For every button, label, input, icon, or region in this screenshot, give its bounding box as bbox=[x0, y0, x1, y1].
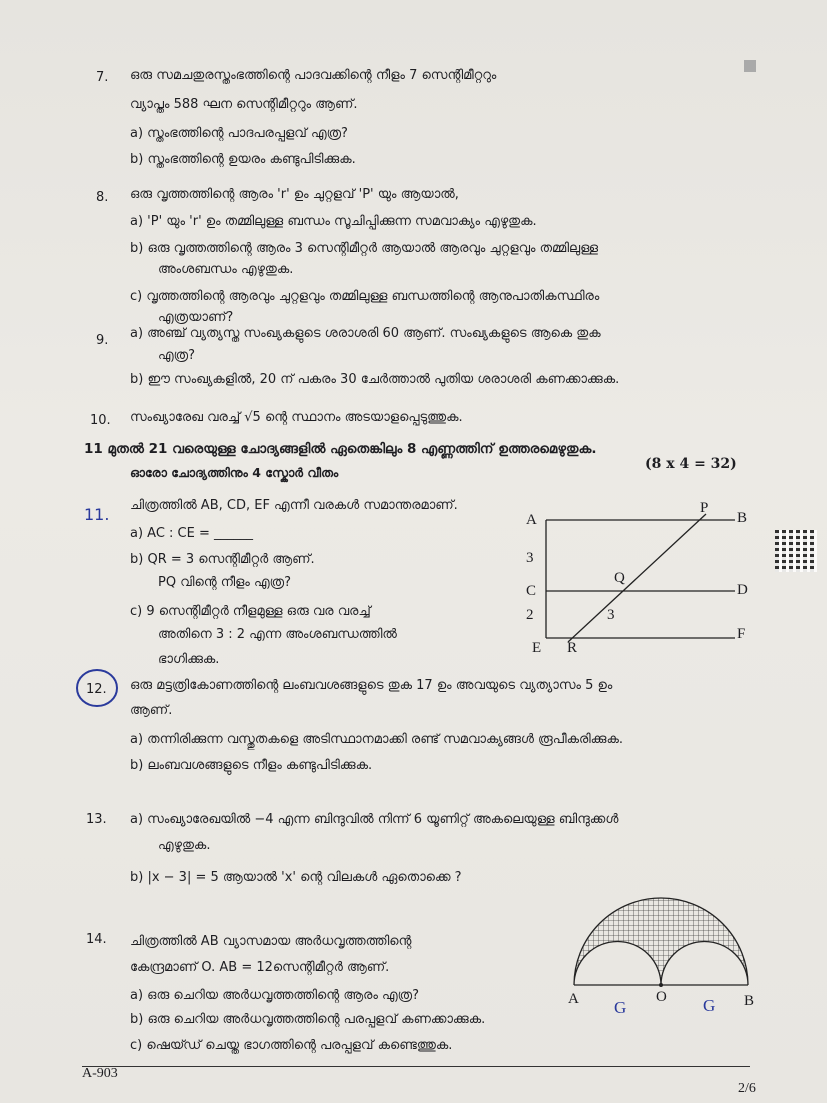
section-marks: (8 x 4 = 32) bbox=[645, 456, 737, 472]
q9-b: b) ഈ സംഖ്യകളിൽ, 20 ന് പകരം 30 ചേർത്താൽ പുതിയ ശരാശരി കണക്കാക്കുക. bbox=[130, 372, 620, 387]
q9-a1: a) അഞ്ച് വ്യത്യസ്ത സംഖ്യകളുടെ ശരാശരി 60 ആണ്. സംഖ്യകളുടെ ആകെ തുക bbox=[130, 326, 601, 341]
q11-b2: PQ വിന്റെ നീളം എത്ര? bbox=[158, 575, 291, 590]
q11-b1: b) QR = 3 സെന്റിമീറ്റർ ആണ്. bbox=[130, 552, 315, 567]
footer-divider bbox=[82, 1066, 750, 1067]
q9-a2: എത്ര? bbox=[158, 348, 195, 363]
q14-a: a) ഒരു ചെറിയ അർധവൃത്തത്തിന്റെ ആരം എത്ര? bbox=[130, 988, 420, 1003]
fig-label-r: R bbox=[567, 640, 578, 656]
q11-c1: c) 9 സെന്റിമീറ്റർ നീളമുള്ള ഒരു വര വരച്ച് bbox=[130, 604, 371, 619]
fig-label-c: C bbox=[526, 583, 537, 599]
fig14-label-g2: G bbox=[703, 996, 716, 1015]
q8-b2: അംശബന്ധം എഴുതുക. bbox=[158, 262, 294, 277]
q11-number: 11. bbox=[84, 505, 110, 524]
fig-label-3b: 3 bbox=[607, 607, 615, 623]
page-number: 2/6 bbox=[738, 1081, 756, 1096]
q14-semicircle-figure bbox=[568, 895, 758, 995]
fig-label-p: P bbox=[700, 500, 709, 516]
q13-b: b) |x − 3| = 5 ആയാൽ 'x' ന്റെ വിലകൾ ഏതൊക്കെ ? bbox=[130, 870, 462, 885]
q14-line2: കേന്ദ്രമാണ് O. AB = 12സെന്റിമീറ്റർ ആണ്. bbox=[130, 960, 390, 975]
q7-line1: ഒരു സമചതുരസ്തംഭത്തിന്റെ പാദവക്കിന്റെ നീളം 7 സെന്റിമീറ്ററും bbox=[130, 68, 497, 83]
fig-label-q: Q bbox=[614, 570, 625, 586]
q7-a: a) സ്തംഭത്തിന്റെ പാദപരപ്പളവ് എത്ര? bbox=[130, 126, 348, 141]
corner-mark bbox=[744, 60, 756, 72]
fig-label-b: B bbox=[737, 510, 748, 526]
q8-number: 8. bbox=[96, 190, 109, 205]
center-o bbox=[659, 983, 663, 987]
fig-label-e: E bbox=[532, 640, 542, 656]
fig14-label-o: O bbox=[656, 989, 667, 1005]
q12-a: a) തന്നിരിക്കുന്ന വസ്തുതകളെ അടിസ്ഥാനമാക്കി രണ്ട് സമവാക്യങ്ങൾ രൂപീകരിക്കുക. bbox=[130, 732, 624, 747]
q7-b: b) സ്തംഭത്തിന്റെ ഉയരം കണ്ടുപിടിക്കുക. bbox=[130, 152, 356, 167]
q14-c: c) ഷെയ്ഡ് ചെയ്ത ഭാഗത്തിന്റെ പരപ്പളവ് കണ്ടെത്തുക. bbox=[130, 1038, 453, 1053]
q14-line1: ചിത്രത്തിൽ AB വ്യാസമായ അർധവൃത്തത്തിന്റെ bbox=[130, 934, 412, 949]
q8-b1: b) ഒരു വൃത്തത്തിന്റെ ആരം 3 സെന്റിമീറ്റർ ആയാൽ ആരവും ചുറ്റളവും തമ്മിലുള്ള bbox=[130, 241, 599, 256]
q13-number: 13. bbox=[86, 812, 107, 827]
fig14-label-b: B bbox=[744, 993, 755, 1009]
q11-text: ചിത്രത്തിൽ AB, CD, EF എന്നീ വരകൾ സമാന്തരമാണ്. bbox=[130, 498, 458, 513]
q11-c3: ഭാഗിക്കുക. bbox=[158, 652, 220, 667]
q11-a: a) AC : CE = ______ bbox=[130, 526, 254, 541]
q8-line1: ഒരു വൃത്തത്തിന്റെ ആരം 'r' ഉം ചുറ്റളവ് 'P' യും ആയാൽ, bbox=[130, 187, 459, 202]
q12-line2: ആണ്. bbox=[130, 703, 173, 718]
fig-label-a: A bbox=[526, 512, 537, 528]
fig-label-f: F bbox=[737, 626, 746, 642]
q13-a1: a) സംഖ്യാരേഖയിൽ −4 എന്ന ബിന്ദുവിൽ നിന്ന് 6 യൂണിറ്റ് അകലെയുള്ള ബിന്ദുക്കൾ bbox=[130, 812, 619, 827]
fig14-label-g1: G bbox=[614, 998, 627, 1017]
q8-c2: എത്രയാണ്? bbox=[158, 310, 234, 325]
q12-line1: ഒരു മട്ടത്രികോണത്തിന്റെ ലംബവശങ്ങളുടെ തുക 17 ഉം അവയുടെ വ്യത്യാസം 5 ഉം bbox=[130, 678, 613, 693]
q10-text: സംഖ്യാരേഖ വരച്ച് √5 ന്റെ സ്ഥാനം അടയാളപ്പെടുത്തുക. bbox=[130, 410, 463, 425]
q12-b: b) ലംബവശങ്ങളുടെ നീളം കണ്ടുപിടിക്കുക. bbox=[130, 758, 373, 773]
qr-code-icon bbox=[775, 530, 817, 572]
fig-label-2: 2 bbox=[526, 607, 534, 623]
q7-line2: വ്യാപ്തം 588 ഘന സെന്റിമീറ്ററും ആണ്. bbox=[130, 97, 358, 112]
q12-number: 12. bbox=[86, 682, 107, 697]
q13-a2: എഴുതുക. bbox=[158, 838, 211, 853]
q14-b: b) ഒരു ചെറിയ അർധവൃത്തത്തിന്റെ പരപ്പളവ് കണക്കാക്കുക. bbox=[130, 1012, 486, 1027]
section-score-note: ഓരോ ചോദ്യത്തിനും 4 സ്കോർ വീതം bbox=[130, 465, 339, 480]
fig-label-d: D bbox=[737, 582, 748, 598]
line-pr bbox=[568, 514, 706, 642]
q8-c1: c) വൃത്തത്തിന്റെ ആരവും ചുറ്റളവും തമ്മിലുള്ള ബന്ധത്തിന്റെ ആനുപാതികസ്ഥിരം bbox=[130, 289, 600, 304]
fig-label-3: 3 bbox=[526, 550, 534, 566]
q10-number: 10. bbox=[90, 413, 111, 428]
fig14-label-a: A bbox=[568, 991, 579, 1007]
shaded-region bbox=[574, 898, 748, 985]
section-instruction: 11 മുതൽ 21 വരെയുള്ള ചോദ്യങ്ങളിൽ ഏതെങ്കിലും 8 എണ്ണത്തിന് ഉത്തരമെഴുതുക. bbox=[84, 441, 597, 457]
q11-parallel-lines-figure bbox=[520, 500, 760, 660]
q9-number: 9. bbox=[96, 333, 109, 348]
q14-number: 14. bbox=[86, 932, 107, 947]
q8-a: a) 'P' യും 'r' ഉം തമ്മിലുള്ള ബന്ധം സൂചിപ്പിക്കുന്ന സമവാക്യം എഴുതുക. bbox=[130, 214, 537, 229]
q11-c2: അതിനെ 3 : 2 എന്ന അംശബന്ധത്തിൽ bbox=[158, 627, 397, 642]
q7-number: 7. bbox=[96, 70, 109, 85]
paper-code: A-903 bbox=[82, 1066, 118, 1081]
